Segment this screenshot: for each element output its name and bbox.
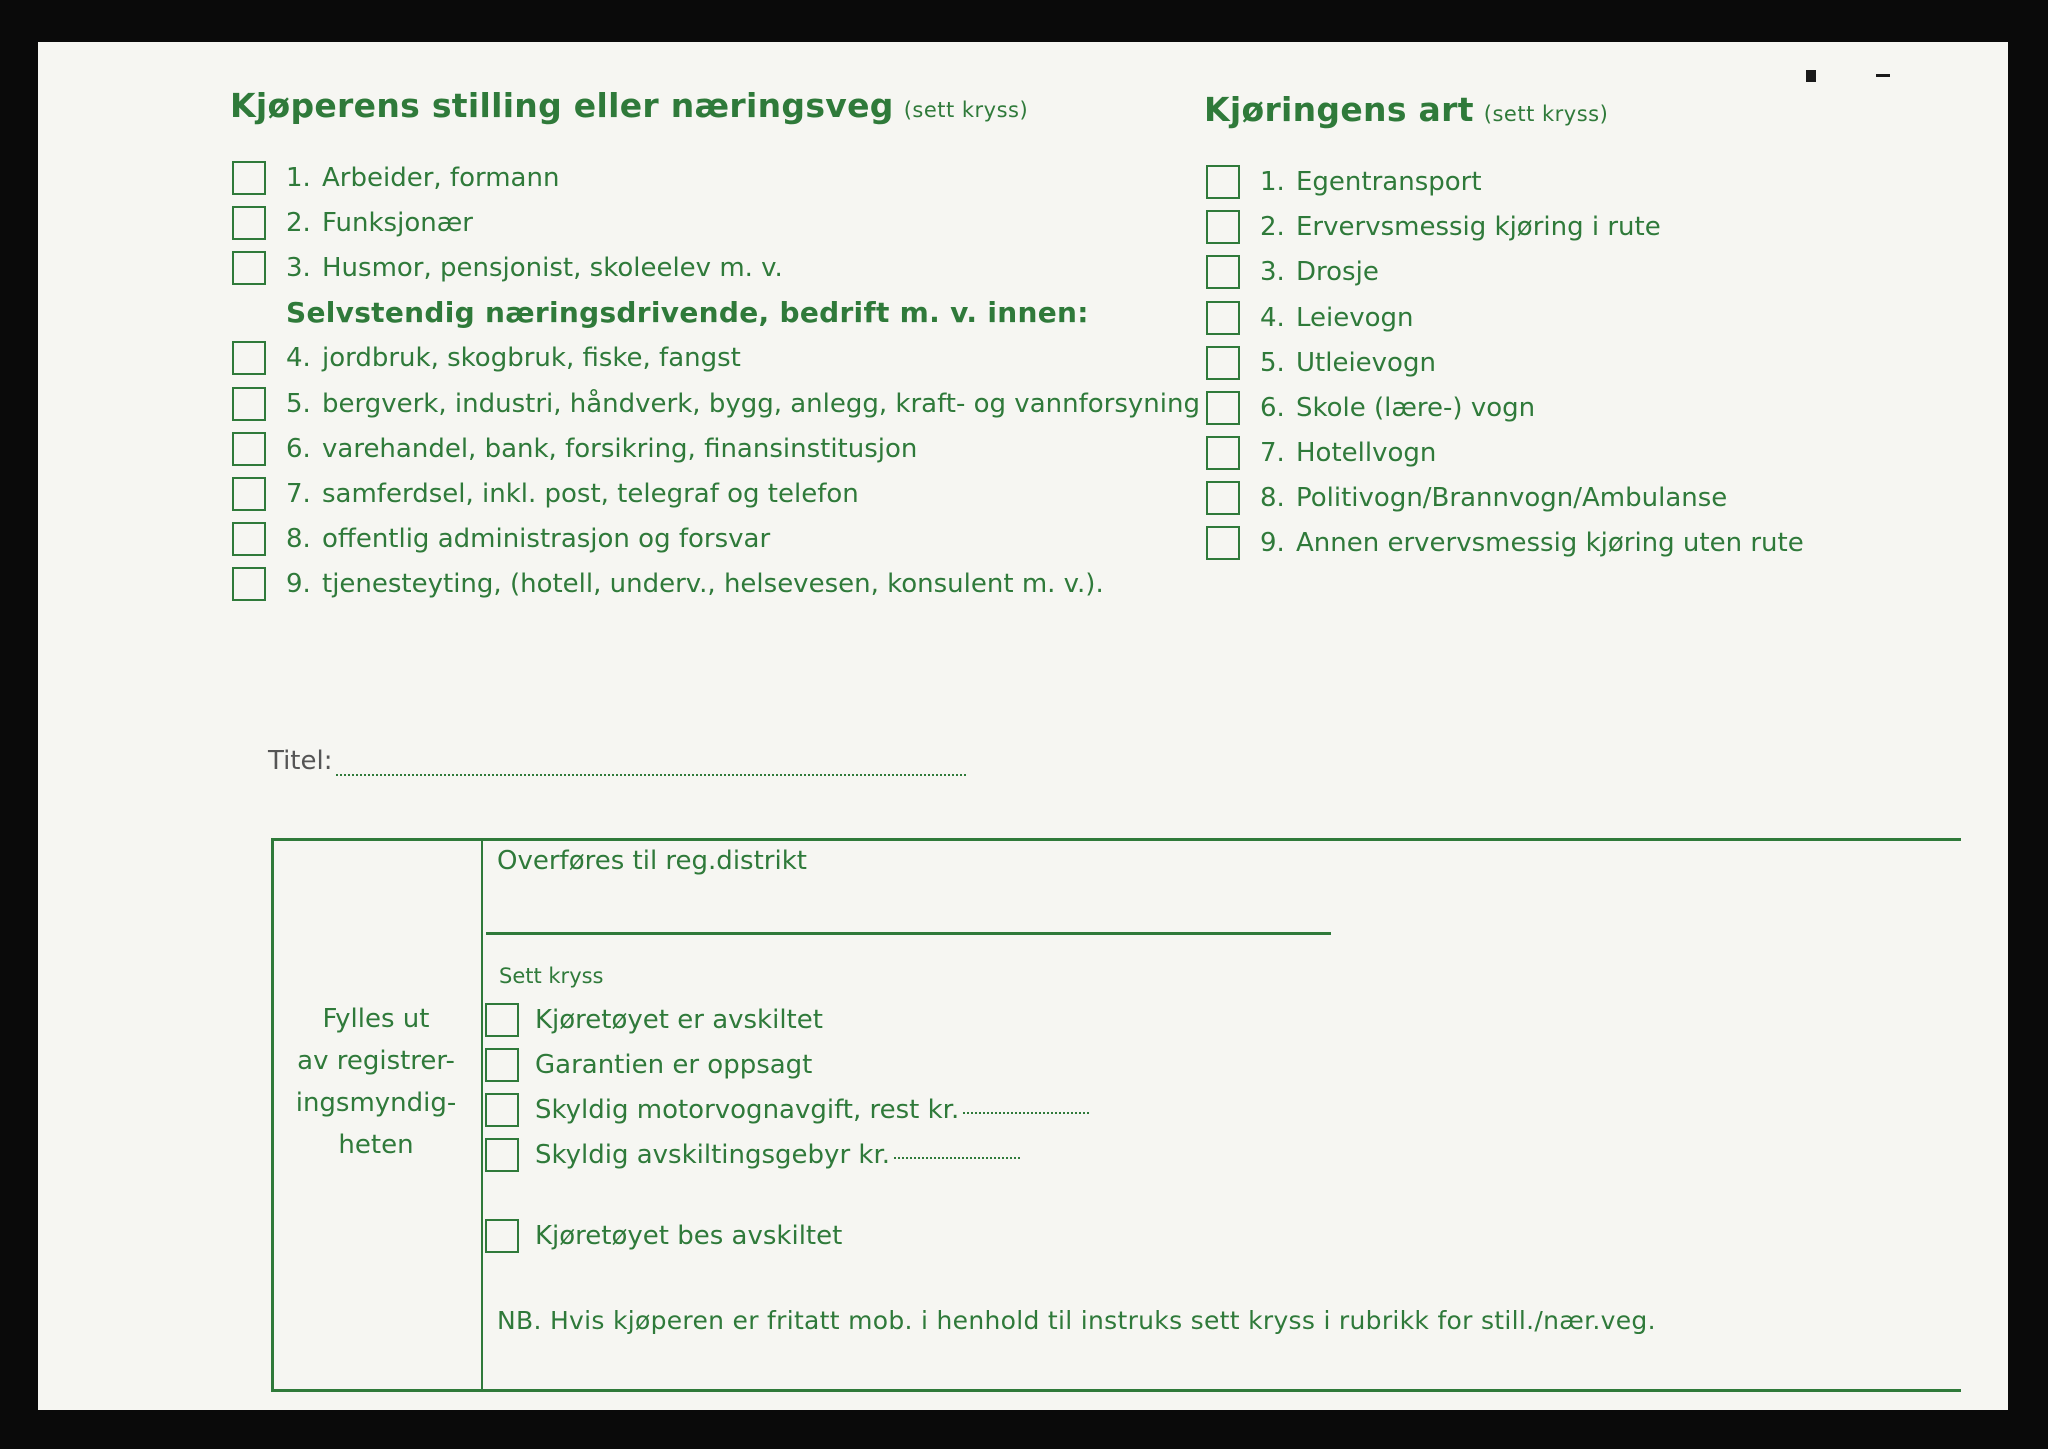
buyer-occupation-heading xyxy=(230,86,1028,125)
option-label: Drosje xyxy=(1296,257,1379,287)
option-label: Funksjonær xyxy=(322,208,473,238)
check-label: Skyldig avskiltingsgebyr kr. xyxy=(535,1140,891,1170)
check-label: Garantien er oppsagt xyxy=(535,1050,813,1080)
option-label: Utleievogn xyxy=(1296,348,1436,378)
option-label: jordbruk, skogbruk, fiske, fangst xyxy=(322,343,741,373)
option-number: 2. xyxy=(286,208,311,238)
transfer-district-label: Overføres til reg.distrikt xyxy=(497,846,807,876)
occupation-option-2[interactable] xyxy=(232,205,473,241)
check-deregistered[interactable] xyxy=(485,1002,823,1038)
checkbox[interactable] xyxy=(232,341,266,375)
option-number: 8. xyxy=(286,524,311,554)
checkbox[interactable] xyxy=(1206,346,1240,380)
option-label: Skole (lære-) vogn xyxy=(1296,393,1536,423)
option-label: samferdsel, inkl. post, telegraf og telefon xyxy=(322,479,859,509)
option-number: 6. xyxy=(286,434,311,464)
checkbox[interactable] xyxy=(485,1003,519,1037)
title-field[interactable] xyxy=(268,746,966,776)
box-bottom-border xyxy=(271,1389,1961,1392)
option-number: 9. xyxy=(286,569,311,599)
checkbox[interactable] xyxy=(1206,481,1240,515)
checkbox[interactable] xyxy=(1206,526,1240,560)
option-number: 2. xyxy=(1260,212,1285,242)
side-label-line: Fylles ut xyxy=(322,1004,430,1034)
option-label: varehandel, bank, forsikring, finansinstitusjon xyxy=(322,434,918,464)
driving-option-5[interactable] xyxy=(1206,345,1436,381)
option-number: 8. xyxy=(1260,483,1285,513)
title-field-dotted-line[interactable] xyxy=(336,768,966,776)
option-label: Annen ervervsmessig kjøring uten rute xyxy=(1296,528,1804,558)
buyer-occupation-note: (sett kryss) xyxy=(903,98,1029,122)
checkbox[interactable] xyxy=(232,251,266,285)
transfer-district-field[interactable] xyxy=(486,932,1331,935)
option-number: 9. xyxy=(1260,528,1285,558)
title-field-label: Titel: xyxy=(268,746,333,776)
nb-note: NB. Hvis kjøperen er fritatt mob. i henhold til instruks sett kryss i rubrikk for still./nær.veg. xyxy=(497,1306,1656,1335)
checkbox[interactable] xyxy=(232,206,266,240)
box-column-divider xyxy=(481,838,483,1392)
check-motor-tax-owed[interactable] xyxy=(485,1092,1089,1128)
option-label: Politivogn/Brannvogn/Ambulanse xyxy=(1296,483,1728,513)
registration-authority-label xyxy=(271,998,481,1166)
check-label: Skyldig motorvognavgift, rest kr. xyxy=(535,1095,960,1125)
driving-type-heading xyxy=(1204,90,1608,129)
checkbox[interactable] xyxy=(485,1048,519,1082)
occupation-option-5[interactable] xyxy=(232,386,1200,422)
checkbox[interactable] xyxy=(1206,255,1240,289)
side-label-line: av registrer- xyxy=(297,1046,455,1076)
check-note: Sett kryss xyxy=(499,964,604,988)
option-label: bergverk, industri, håndverk, bygg, anlegg, kraft- og vannforsyning xyxy=(322,389,1200,419)
box-top-border xyxy=(271,838,1961,841)
side-label-line: heten xyxy=(338,1130,414,1160)
side-label-line: ingsmyndig- xyxy=(295,1088,457,1118)
option-label: Arbeider, formann xyxy=(322,163,560,193)
check-request-deregistration[interactable] xyxy=(485,1218,842,1254)
option-label: Husmor, pensjonist, skoleelev m. v. xyxy=(322,253,783,283)
checkbox[interactable] xyxy=(232,387,266,421)
form-paper xyxy=(38,42,2008,1410)
checkbox[interactable] xyxy=(232,567,266,601)
checkbox[interactable] xyxy=(232,432,266,466)
driving-option-2[interactable] xyxy=(1206,209,1661,245)
occupation-option-9[interactable] xyxy=(232,566,1104,602)
option-number: 3. xyxy=(286,253,311,283)
driving-option-1[interactable] xyxy=(1206,164,1482,200)
occupation-option-6[interactable] xyxy=(232,431,917,467)
option-label: Ervervsmessig kjøring i rute xyxy=(1296,212,1661,242)
driving-type-title: Kjøringens art xyxy=(1204,90,1474,129)
option-number: 1. xyxy=(1260,167,1285,197)
option-number: 6. xyxy=(1260,393,1285,423)
checkbox[interactable] xyxy=(1206,391,1240,425)
occupation-option-7[interactable] xyxy=(232,476,859,512)
check-plate-fee-owed[interactable] xyxy=(485,1137,1020,1173)
ink-speck xyxy=(1876,74,1890,77)
option-number: 4. xyxy=(286,343,311,373)
option-label: Egentransport xyxy=(1296,167,1482,197)
amount-dotted-line[interactable] xyxy=(963,1106,1089,1114)
check-guarantee-cancelled[interactable] xyxy=(485,1047,812,1083)
checkbox[interactable] xyxy=(232,522,266,556)
driving-option-6[interactable] xyxy=(1206,390,1535,426)
driving-option-3[interactable] xyxy=(1206,254,1379,290)
self-employed-subheading: Selvstendig næringsdrivende, bedrift m. v. innen: xyxy=(286,296,1089,329)
driving-option-7[interactable] xyxy=(1206,435,1436,471)
checkbox[interactable] xyxy=(1206,436,1240,470)
option-number: 5. xyxy=(286,389,311,419)
driving-option-4[interactable] xyxy=(1206,300,1414,336)
option-number: 7. xyxy=(1260,438,1285,468)
option-label: Leievogn xyxy=(1296,303,1414,333)
ink-speck xyxy=(1806,70,1816,82)
option-number: 1. xyxy=(286,163,311,193)
occupation-option-1[interactable] xyxy=(232,160,559,196)
checkbox[interactable] xyxy=(232,477,266,511)
driving-option-9[interactable] xyxy=(1206,525,1804,561)
occupation-option-3[interactable] xyxy=(232,250,783,286)
amount-dotted-line[interactable] xyxy=(894,1151,1020,1159)
checkbox[interactable] xyxy=(1206,301,1240,335)
option-label: tjenesteyting, (hotell, underv., helsevesen, konsulent m. v.). xyxy=(322,569,1104,599)
check-label: Kjøretøyet er avskiltet xyxy=(535,1005,823,1035)
checkbox[interactable] xyxy=(485,1219,519,1253)
occupation-option-4[interactable] xyxy=(232,340,741,376)
option-label: Hotellvogn xyxy=(1296,438,1437,468)
registration-box xyxy=(271,838,1961,1392)
driving-type-note: (sett kryss) xyxy=(1483,102,1609,126)
option-label: offentlig administrasjon og forsvar xyxy=(322,524,771,554)
checkbox[interactable] xyxy=(232,161,266,195)
buyer-occupation-title: Kjøperens stilling eller næringsveg xyxy=(230,86,894,125)
occupation-option-8[interactable] xyxy=(232,521,770,557)
checkbox[interactable] xyxy=(1206,165,1240,199)
option-number: 5. xyxy=(1260,348,1285,378)
driving-option-8[interactable] xyxy=(1206,480,1727,516)
option-number: 3. xyxy=(1260,257,1285,287)
checkbox[interactable] xyxy=(485,1093,519,1127)
checkbox[interactable] xyxy=(485,1138,519,1172)
option-number: 7. xyxy=(286,479,311,509)
checkbox[interactable] xyxy=(1206,210,1240,244)
option-number: 4. xyxy=(1260,303,1285,333)
check-label: Kjøretøyet bes avskiltet xyxy=(535,1221,843,1251)
